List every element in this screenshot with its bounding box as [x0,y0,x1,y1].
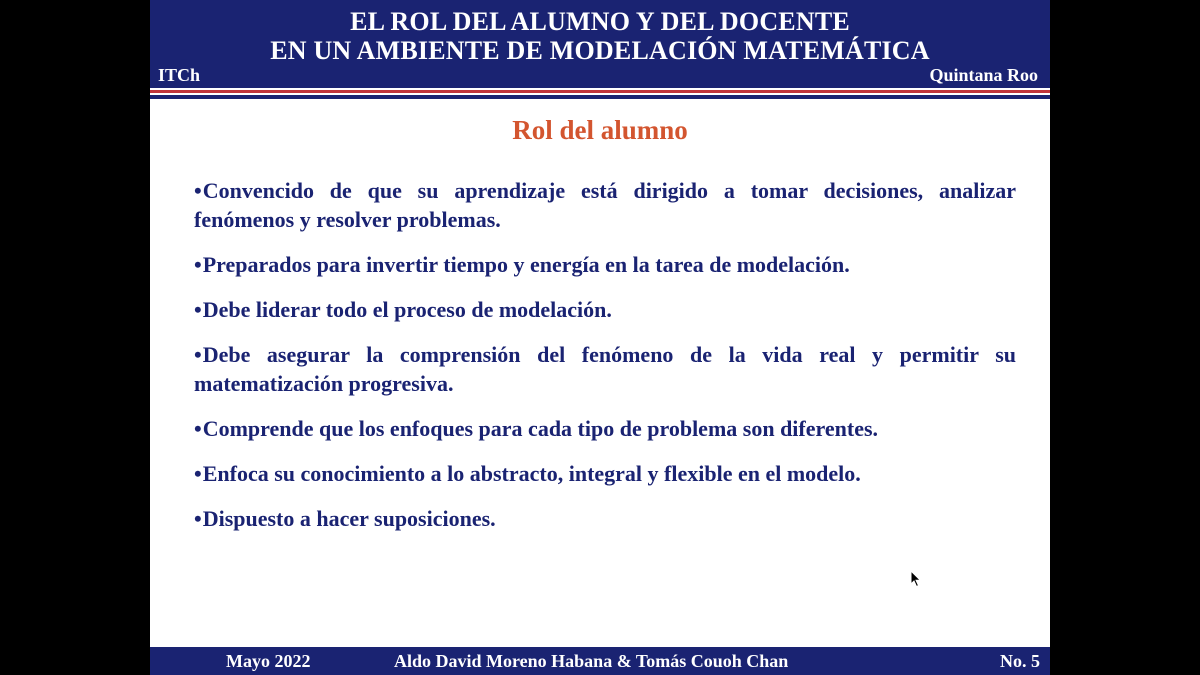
slide-footer [150,645,1050,675]
section-title: Rol del alumno [512,115,688,145]
slide-number: No. 5 [1000,651,1040,671]
bullet-glyph: • [194,342,202,367]
bullet-text: Debe asegurar la comprensión del fenómeno de la vida real y permitir su matematización progresiva. [194,342,1016,396]
bullet-text: Dispuesto a hacer suposiciones. [202,506,496,531]
bullet-glyph: • [194,506,202,531]
bullet-glyph: • [194,416,202,441]
bullet-glyph: • [194,297,202,322]
bullet-item [194,414,1016,443]
bullet-text: Enfoca su conocimiento a lo abstracto, integral y flexible en el modelo. [202,461,861,486]
bullet-glyph: • [194,178,202,203]
slide-title-line-2: EN UN AMBIENTE DE MODELACIÓN MATEMÁTICA [270,36,930,65]
footer-date: Mayo 2022 [226,651,311,671]
bullet-text: Convencido de que su aprendizaje está dirigido a tomar decisiones, analizar fenómenos y resolver problemas. [194,178,1016,232]
bullet-item [194,340,1016,398]
bullet-item [194,295,1016,324]
slide-header [150,0,1050,88]
bullet-item [194,504,1016,533]
presentation-slide [150,0,1050,675]
bullet-text: Preparados para invertir tiempo y energía en la tarea de modelación. [202,252,850,277]
stripe-navy [150,95,1050,99]
bullet-glyph: • [194,252,202,277]
bullet-item [194,176,1016,234]
header-divider-stripes [150,88,1050,99]
bullet-glyph: • [194,461,202,486]
bullet-text: Debe liderar todo el proceso de modelación. [202,297,612,322]
location-label: Quintana Roo [929,65,1038,85]
mouse-pointer-icon [910,570,922,588]
bullet-item [194,459,1016,488]
bullet-item [194,250,1016,279]
slide-title-line-1: EL ROL DEL ALUMNO Y DEL DOCENTE [350,7,850,36]
bullet-list [194,176,1016,549]
institution-label: ITCh [158,65,201,85]
footer-authors: Aldo David Moreno Habana & Tomás Couoh Chan [394,651,789,671]
bullet-text: Comprende que los enfoques para cada tipo de problema son diferentes. [202,416,879,441]
